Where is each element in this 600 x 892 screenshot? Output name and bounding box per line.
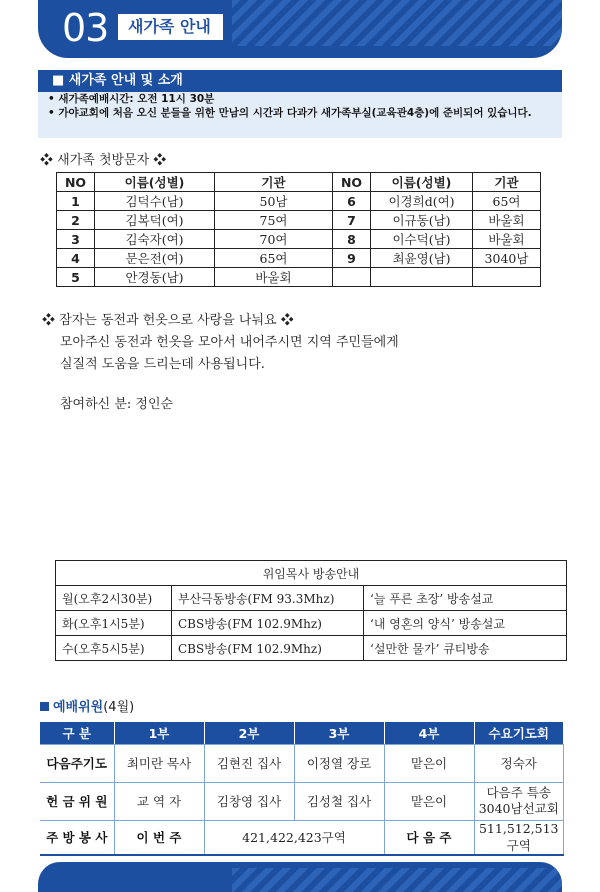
- table-cell: [473, 268, 541, 287]
- table-cell: 안경동(남): [95, 268, 215, 287]
- banner-stripes: [232, 868, 562, 892]
- table-row: [40, 820, 564, 855]
- table-header: 이름(성별): [95, 173, 215, 192]
- table-row: [56, 636, 567, 661]
- table-cell: 7: [333, 211, 371, 230]
- table-header-row: [40, 722, 564, 744]
- table-row: [40, 744, 564, 782]
- table-cell: 65여: [215, 249, 333, 268]
- table-cell: 김성철 집사: [294, 782, 384, 820]
- table-header: 1부: [114, 722, 204, 744]
- table-cell: 수(오후5시5분): [56, 636, 172, 661]
- table-cell: 김창영 집사: [204, 782, 294, 820]
- table-cell: ‘설만한 물가’ 큐티방송: [364, 636, 567, 661]
- table-cell: 주 방 봉 사: [40, 820, 114, 855]
- table-cell: 교 역 자: [114, 782, 204, 820]
- table-cell: 1: [57, 192, 95, 211]
- intro-heading: ■ 새가족 안내 및 소개: [38, 70, 562, 92]
- donation-text: 실질적 도움을 드리는데 사용됩니다.: [60, 357, 265, 372]
- table-cell: 65여: [473, 192, 541, 211]
- intro-line: • 가야교회에 처음 오신 분들을 위한 만남의 시간과 다과가 새가족부실(교육관4층)에 준비되어 있습니다.: [48, 107, 532, 119]
- table-header: 3부: [294, 722, 384, 744]
- worship-heading: [40, 696, 134, 715]
- table-cell: 이규동(남): [371, 211, 473, 230]
- table-header-row: [56, 561, 567, 586]
- visitors-table: [56, 172, 541, 287]
- table-cell: [474, 782, 564, 820]
- bottom-banner: [38, 862, 562, 892]
- table-cell: 김현진 집사: [204, 744, 294, 782]
- table-row: [57, 268, 541, 287]
- table-cell: [333, 268, 371, 287]
- table-cell: 4: [57, 249, 95, 268]
- visitors-heading: ❖ 새가족 첫방문자 ❖: [40, 153, 167, 168]
- table-cell: 511,512,513구역: [474, 820, 564, 855]
- table-cell: 다 음 주: [384, 820, 474, 855]
- table-cell: 문은전(여): [95, 249, 215, 268]
- table-cell: CBS방송(FM 102.9Mhz): [172, 611, 364, 636]
- table-cell: 2: [57, 211, 95, 230]
- table-cell: 3040남: [473, 249, 541, 268]
- table-cell: 김덕수(남): [95, 192, 215, 211]
- table-cell: 김복덕(여): [95, 211, 215, 230]
- worship-table: [40, 722, 564, 856]
- table-cell: 5: [57, 268, 95, 287]
- table-cell: ‘늘 푸른 초장’ 방송설교: [364, 586, 567, 611]
- table-cell: 75여: [215, 211, 333, 230]
- table-row: [57, 230, 541, 249]
- table-row: [57, 249, 541, 268]
- table-header: NO: [57, 173, 95, 192]
- table-cell: 70여: [215, 230, 333, 249]
- table-header: 이름(성별): [371, 173, 473, 192]
- table-cell: 화(오후1시5분): [56, 611, 172, 636]
- donation-heading: ❖ 잠자는 동전과 헌옷으로 사랑을 나눠요 ❖: [42, 313, 294, 328]
- table-cell: 8: [333, 230, 371, 249]
- table-header: 수요기도회: [474, 722, 564, 744]
- table-cell: 김숙자(여): [95, 230, 215, 249]
- table-row: [56, 611, 567, 636]
- table-cell: 정숙자: [474, 744, 564, 782]
- table-cell: 9: [333, 249, 371, 268]
- table-header: NO: [333, 173, 371, 192]
- table-cell: 맡은이: [384, 782, 474, 820]
- table-cell: 3: [57, 230, 95, 249]
- table-cell: 50남: [215, 192, 333, 211]
- table-cell: 최미란 목사: [114, 744, 204, 782]
- cell-line: 3040남선교회: [478, 801, 559, 816]
- table-cell: 이 번 주: [114, 820, 204, 855]
- table-row: [40, 782, 564, 820]
- table-cell: 부산극동방송(FM 93.3Mhz): [172, 586, 364, 611]
- table-cell: 맡은이: [384, 744, 474, 782]
- table-cell: ‘내 영혼의 양식’ 방송설교: [364, 611, 567, 636]
- table-cell: 6: [333, 192, 371, 211]
- table-row: [57, 211, 541, 230]
- table-cell: 헌 금 위 원: [40, 782, 114, 820]
- table-cell: 이경희d(여): [371, 192, 473, 211]
- table-header: 기관: [215, 173, 333, 192]
- table-cell: 421,422,423구역: [204, 820, 384, 855]
- table-row: [56, 586, 567, 611]
- table-cell: 다음주기도: [40, 744, 114, 782]
- table-cell: CBS방송(FM 102.9Mhz): [172, 636, 364, 661]
- table-cell: 바울회: [473, 211, 541, 230]
- cell-line: 다음주 특송: [486, 785, 551, 800]
- square-bullet-icon: [40, 702, 49, 711]
- table-header-row: [57, 173, 541, 192]
- table-cell: 최윤영(남): [371, 249, 473, 268]
- intro-box: [38, 70, 562, 138]
- table-row: [57, 192, 541, 211]
- donation-text: 모아주신 동전과 헌옷을 모아서 내어주시면 지역 주민들에게: [60, 335, 399, 350]
- banner-stripes: [232, 0, 562, 46]
- donation-participant: 참여하신 분: 정인순: [60, 397, 174, 412]
- table-cell: [371, 268, 473, 287]
- table-cell: 월(오후2시30분): [56, 586, 172, 611]
- table-header: 구 분: [40, 722, 114, 744]
- intro-line: • 새가족예배시간: 오전 11시 30분: [48, 93, 215, 105]
- worship-label: 예배위원: [53, 700, 104, 715]
- broadcast-title: 위임목사 방송안내: [56, 561, 567, 586]
- broadcast-table: [55, 560, 567, 661]
- table-cell: 바울회: [215, 268, 333, 287]
- section-banner: [38, 0, 562, 58]
- worship-month: (4월): [103, 700, 135, 715]
- table-cell: 이수덕(남): [371, 230, 473, 249]
- section-number: 03: [62, 6, 109, 50]
- table-header: 4부: [384, 722, 474, 744]
- table-header: 2부: [204, 722, 294, 744]
- table-cell: 이정열 장로: [294, 744, 384, 782]
- donation-block: [42, 310, 399, 416]
- table-header: 기관: [473, 173, 541, 192]
- table-cell: 바울회: [473, 230, 541, 249]
- section-title: 새가족 안내: [118, 14, 223, 40]
